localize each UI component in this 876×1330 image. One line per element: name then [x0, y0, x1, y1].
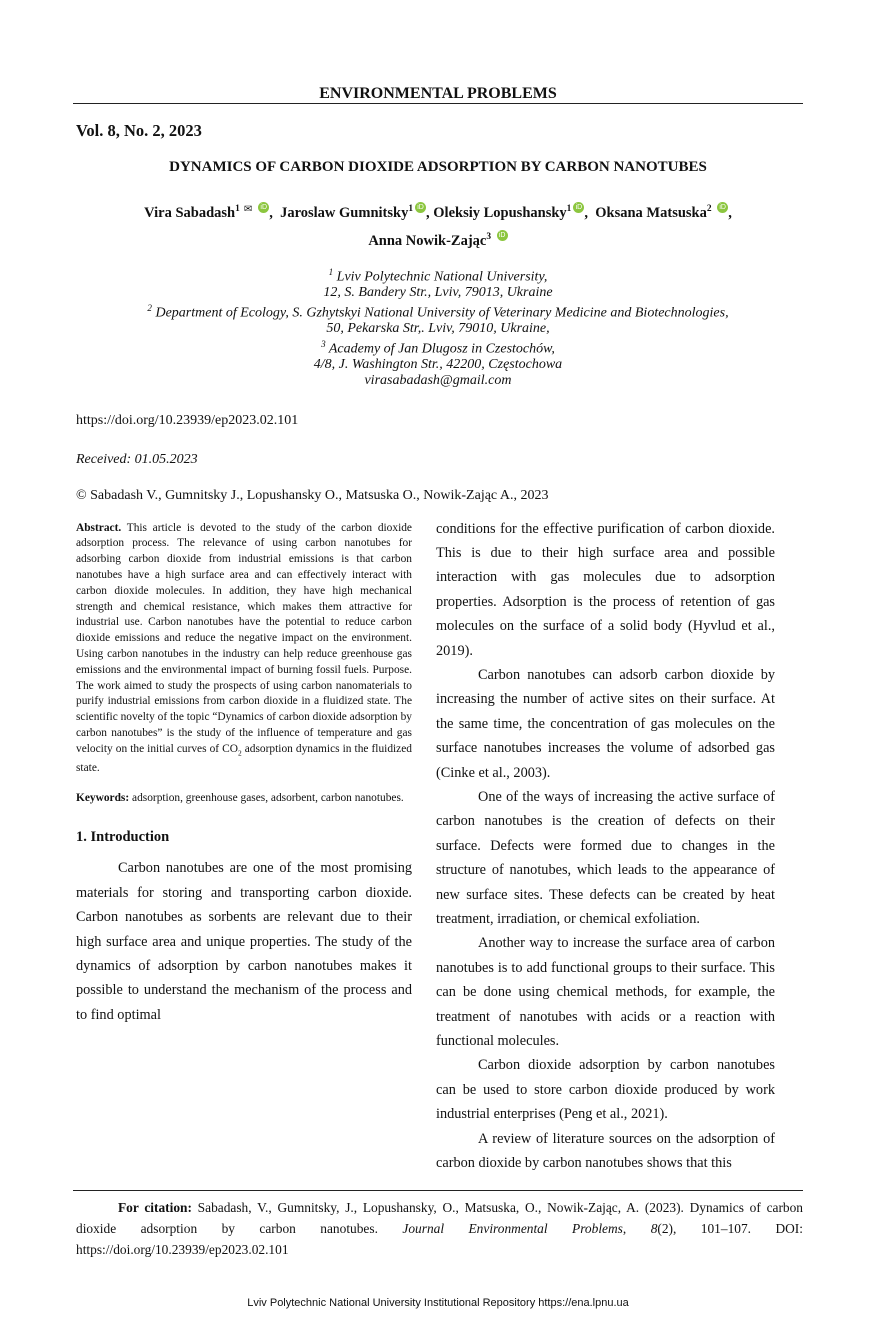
orcid-icon[interactable]: iD	[573, 202, 584, 213]
received-date: Received: 01.05.2023	[76, 451, 198, 467]
abstract-label: Abstract.	[76, 521, 122, 534]
left-column-body	[76, 856, 412, 1027]
volume-info: Vol. 8, No. 2, 2023	[76, 121, 202, 140]
left-column	[76, 521, 412, 1176]
paragraph: conditions for the effective purification of carbon dioxide. This is due to their high surface area and possible interaction with gas molecules due to adsorption properties. Adsorption is the process of retention of gas molecules on the surface of a solid body (Hyvlud et al., 2019).	[436, 520, 775, 659]
doi-link[interactable]: https://doi.org/10.23939/ep2023.02.101	[76, 412, 299, 428]
header-rule	[73, 103, 803, 104]
paragraph: Carbon nanotubes can adsorb carbon dioxide by increasing the number of active sites on their surface. At the same time, the concentration of gas molecules on the surface nanotubes increases the volume of adsorbed gas (Cinke et al., 2003).	[436, 666, 775, 781]
right-column-body	[436, 517, 775, 1176]
citation-comma: ,	[622, 1220, 627, 1236]
section-heading: 1. Introduction	[76, 829, 170, 846]
orcid-icon[interactable]: iD	[258, 202, 269, 213]
keywords	[76, 791, 412, 807]
abstract	[76, 521, 412, 777]
paragraph: Carbon nanotubes are one of the most promising materials for storing and transporting carbon dioxide. Carbon nanotubes as sorbents are relevant due to their high surface area and unique properties. The study of the dynamics of adsorption by carbon nanotubes makes it possible to understand the mechanism of the process and to find optimal	[76, 860, 412, 1023]
paper-title: DYNAMICS OF CARBON DIOXIDE ADSORPTION BY CARBON NANOTUBES	[169, 159, 707, 175]
footer-rule	[73, 1190, 803, 1191]
author: Oksana Matsuska$^2$	[595, 204, 712, 221]
paragraph: One of the ways of increasing the active surface of carbon nanotubes is the creation of defects on their surface. Defects were formed due to changes in the structure of nanotubes, which leads to the appearance of new surface sites. These defects can be created by heat treatment, irradiation, or chemical exfoliation.	[436, 789, 775, 928]
journal-section-header: ENVIRONMENTAL PROBLEMS	[319, 85, 557, 102]
citation	[73, 1197, 803, 1260]
abstract-text: adsorption dynamics in the fluidized state.	[76, 742, 412, 774]
author: Oleksiy Lopushansky$^1$	[433, 204, 572, 221]
affiliation-address: 50, Pekarska Str,. Lviv, 79010, Ukraine,	[326, 321, 550, 337]
affiliation-address: 12, S. Bandery Str., Lviv, 79013, Ukraine	[323, 285, 553, 301]
paragraph: Another way to increase the surface area of carbon nanotubes is to add functional groups to their surface. This can be done using chemical methods, for example, the treatment of nanotubes with acids or a reaction with functional molecules.	[436, 935, 775, 1050]
author: Jaroslaw Gumnitsky$^1$	[280, 204, 414, 221]
email-link[interactable]: virasabadash@gmail.com	[364, 372, 512, 388]
affiliation: $^1$ Lviv Polytechnic National University,	[328, 266, 548, 285]
journal-name: Journal Environmental Problems	[402, 1220, 623, 1236]
citation-label: For citation:	[118, 1199, 192, 1215]
affiliation-address: 4/8, J. Washington Str., 42200, Częstochowa	[313, 357, 563, 373]
orcid-icon[interactable]: iD	[415, 202, 426, 213]
abstract-text: This article is devoted to the study of the carbon dioxide adsorption process. The relevance of using carbon nanotubes for adsorbing carbon dioxide from industrial emissions is that carbon nanotubes have a high surface area and can effectively interact with carbon dioxide molecules. In addition, they have high mechanical strength and chemical resistance, which makes them attractive for industrial use. Carbon nanotubes have the potential to reduce carbon dioxide emissions and reduce the negative impact on the environment. Using carbon nanotubes in the industry can help reduce greenhouse gas emissions and the environmental impact of burning fossil fuels. Purpose. The work aimed to study the prospects of using carbon nanomaterials to purify industrial emissions from carbon dioxide in a fluidized state. The scientific novelty of the topic “Dynamics of carbon dioxide adsorption by carbon nanotubes” is the study of the influence of temperature and gas velocity on the initial curves of CO	[76, 521, 412, 755]
keywords-text: adsorption, greenhouse gases, adsorbent, carbon nanotubes.	[132, 791, 404, 804]
subscript: 2	[237, 747, 242, 757]
keywords-label: Keywords:	[76, 791, 130, 804]
author-list: Vira Sabadash$^1$ ✉ iD , Jaroslaw Gumnitsky$^1$ iD , Oleksiy Lopushansky$^1$ iD , Oksana Matsuska$^2$ iD , Anna Nowik-Zając$^3$ iD	[93, 197, 783, 253]
paragraph: Carbon dioxide adsorption by carbon nanotubes can be used to store carbon dioxide produced by work industrial enterprises (Peng et al., 2021).	[436, 1057, 775, 1123]
copyright: © Sabadash V., Gumnitsky J., Lopushansky O., Matsuska O., Nowik-Zając A., 2023	[76, 487, 549, 503]
affiliation: $^2$ Department of Ecology, S. Gzhytskyi National University of Veterinary Medicine and Biotechnologies,	[147, 302, 729, 321]
orcid-icon[interactable]: iD	[717, 202, 728, 213]
repository-footer: Lviv Polytechnic National University Institutional Repository https://ena.lpnu.ua	[247, 1296, 629, 1309]
citation-text: Sabadash, V., Gumnitsky, J., Lopushansky, O., Matsuska, O., Nowik-Zając, A. (2023). Dynamics of carbon dioxide adsorption by carbon nanotubes.	[76, 1199, 803, 1236]
affiliations	[73, 265, 803, 389]
two-column-body	[73, 521, 803, 1176]
paragraph: A review of literature sources on the adsorption of carbon dioxide by carbon nanotubes shows that this	[436, 1130, 775, 1172]
citation-text[interactable]: (2), 101–107. DOI: https://doi.org/10.23939/ep2023.02.101	[76, 1220, 803, 1257]
email-icon[interactable]: ✉	[243, 203, 253, 215]
affiliation: $^3$ Academy of Jan Dlugosz in Czestochów,	[321, 338, 555, 357]
citation-volume: 8	[650, 1220, 658, 1236]
author: Anna Nowik-Zając$^3$	[368, 231, 492, 249]
orcid-icon[interactable]: iD	[497, 230, 508, 241]
author: Vira Sabadash$^1$	[144, 204, 240, 221]
